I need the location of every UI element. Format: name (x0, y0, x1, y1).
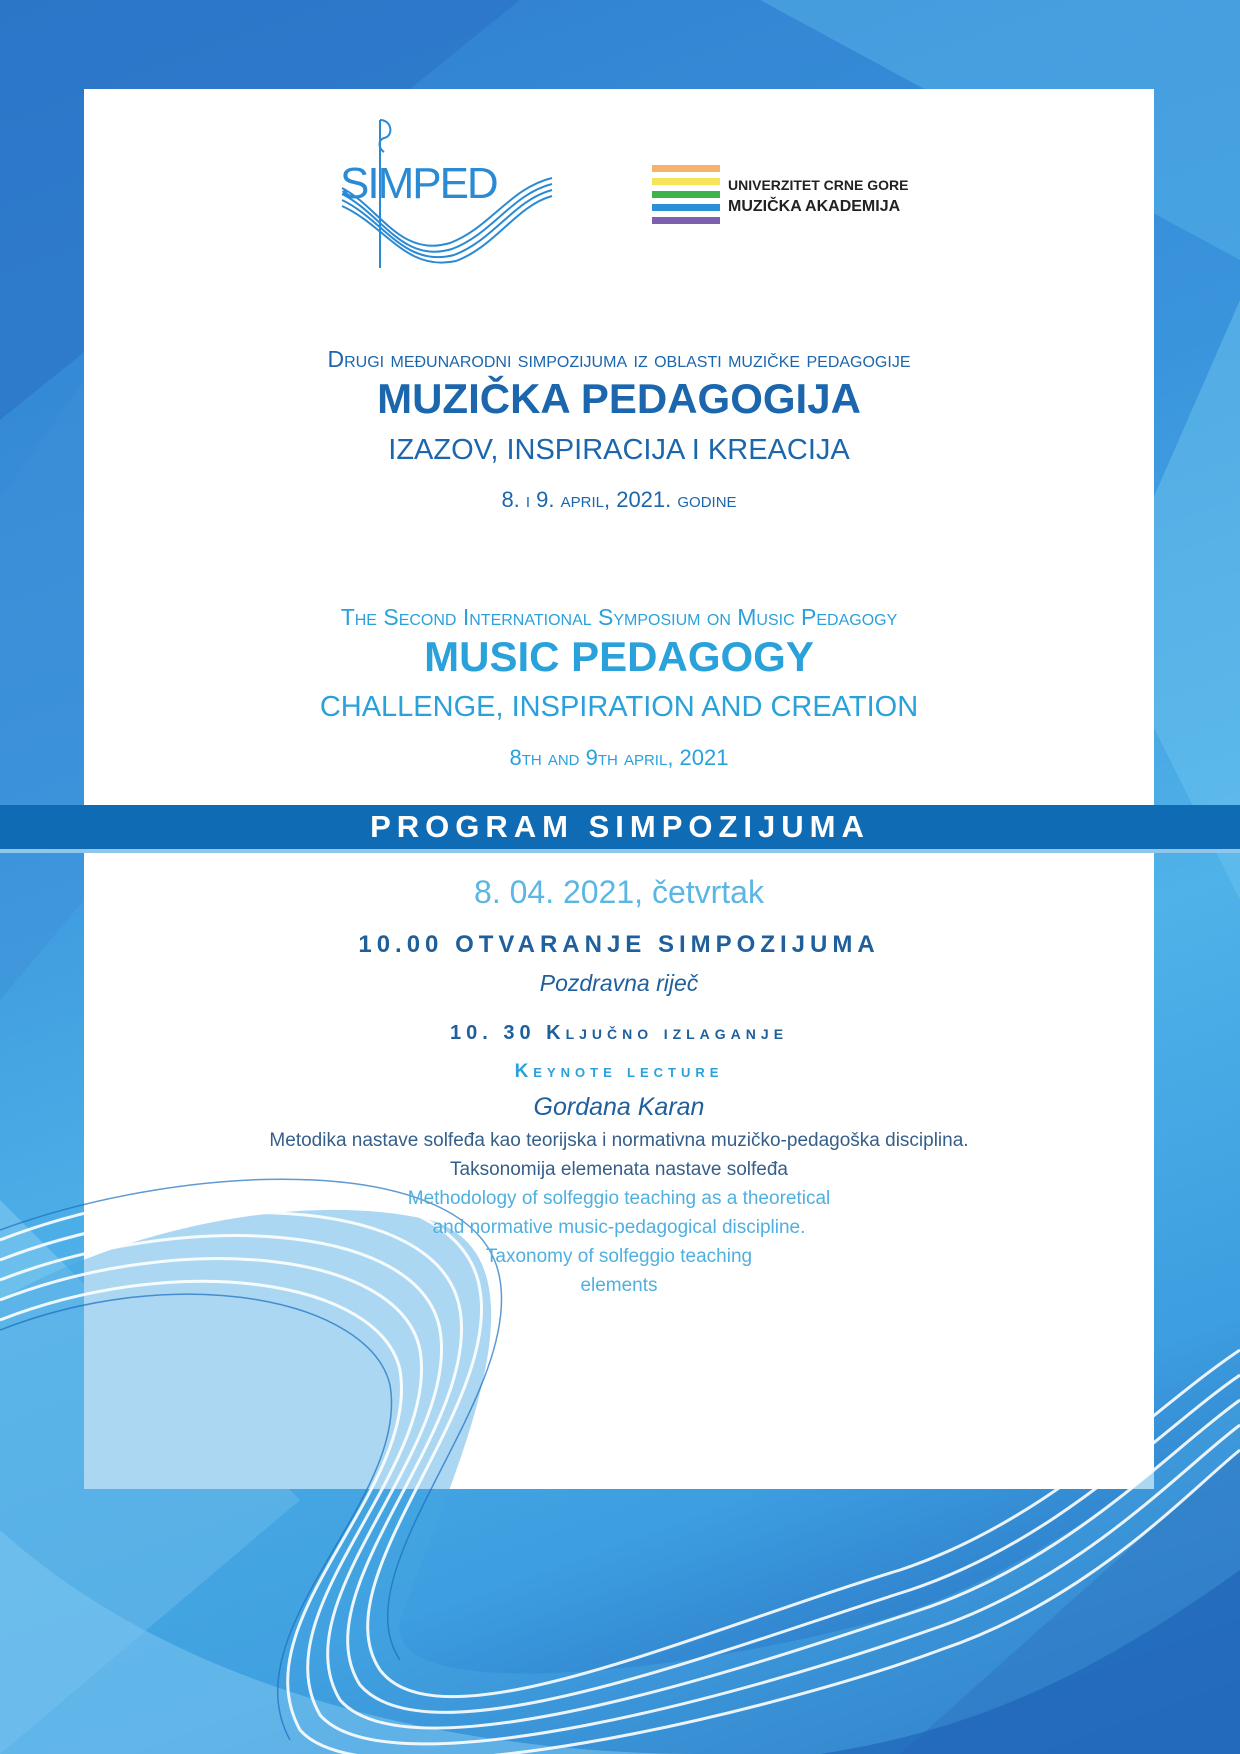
keynote-label-en: Keynote lecture (514, 1061, 724, 1082)
symposium-tagline-sr: IZAZOV, INSPIRACIJA I KREACIJA (388, 434, 850, 466)
academy-name: MUZIČKA AKADEMIJA (728, 198, 901, 215)
lecture-title-en: and normative music-pedagogical discipline. (432, 1217, 806, 1238)
university-logo (652, 165, 912, 230)
speaker-name: Gordana Karan (533, 1093, 705, 1121)
lecture-title-en: Methodology of solfeggio teaching as a theoretical (407, 1188, 831, 1209)
logo-stripe (652, 165, 720, 172)
simped-logo-text: SIMPED (340, 159, 497, 208)
symposium-title-sr: MUZIČKA PEDAGOGIJA (377, 375, 861, 422)
program-heading: PROGRAM SIMPOZIJUMA (370, 809, 870, 844)
symposium-title-en: MUSIC PEDAGOGY (424, 633, 814, 680)
keynote-time: 10. 30 Ključno izlaganje (449, 1022, 789, 1044)
lecture-title-en: elements (580, 1275, 658, 1296)
symposium-tagline-en: CHALLENGE, INSPIRATION AND CREATION (319, 691, 919, 723)
welcome-speech: Pozdravna riječ (539, 970, 699, 996)
symposium-subtitle-en: The Second International Symposium on Music Pedagogy (340, 604, 898, 630)
symposium-date-en: 8th and 9th april, 2021 (509, 745, 729, 770)
logo-stripe (652, 178, 720, 185)
lecture-title-en: Taxonomy of solfeggio teaching (485, 1246, 753, 1267)
logo-stripe (652, 217, 720, 224)
program-day: 8. 04. 2021, četvrtak (474, 874, 764, 910)
university-name: UNIVERZITET CRNE GORE (728, 177, 909, 193)
symposium-date-sr: 8. i 9. april, 2021. godine (501, 487, 737, 512)
symposium-subtitle-sr: Drugi međunarodni simpozijuma iz oblasti muzičke pedagogije (327, 346, 911, 372)
lecture-title-sr: Taksonomija elemenata nastave solfeđa (450, 1159, 788, 1180)
opening-item: 10.00 OTVARANJE SIMPOZIJUMA (358, 931, 880, 958)
program-banner (0, 805, 1240, 853)
lecture-title-sr: Metodika nastave solfeđa kao teorijska i normativna muzičko-pedagoška disciplina. (269, 1130, 969, 1151)
logo-stripe (652, 204, 720, 211)
logo-stripe (652, 191, 720, 198)
simped-logo (340, 118, 555, 273)
